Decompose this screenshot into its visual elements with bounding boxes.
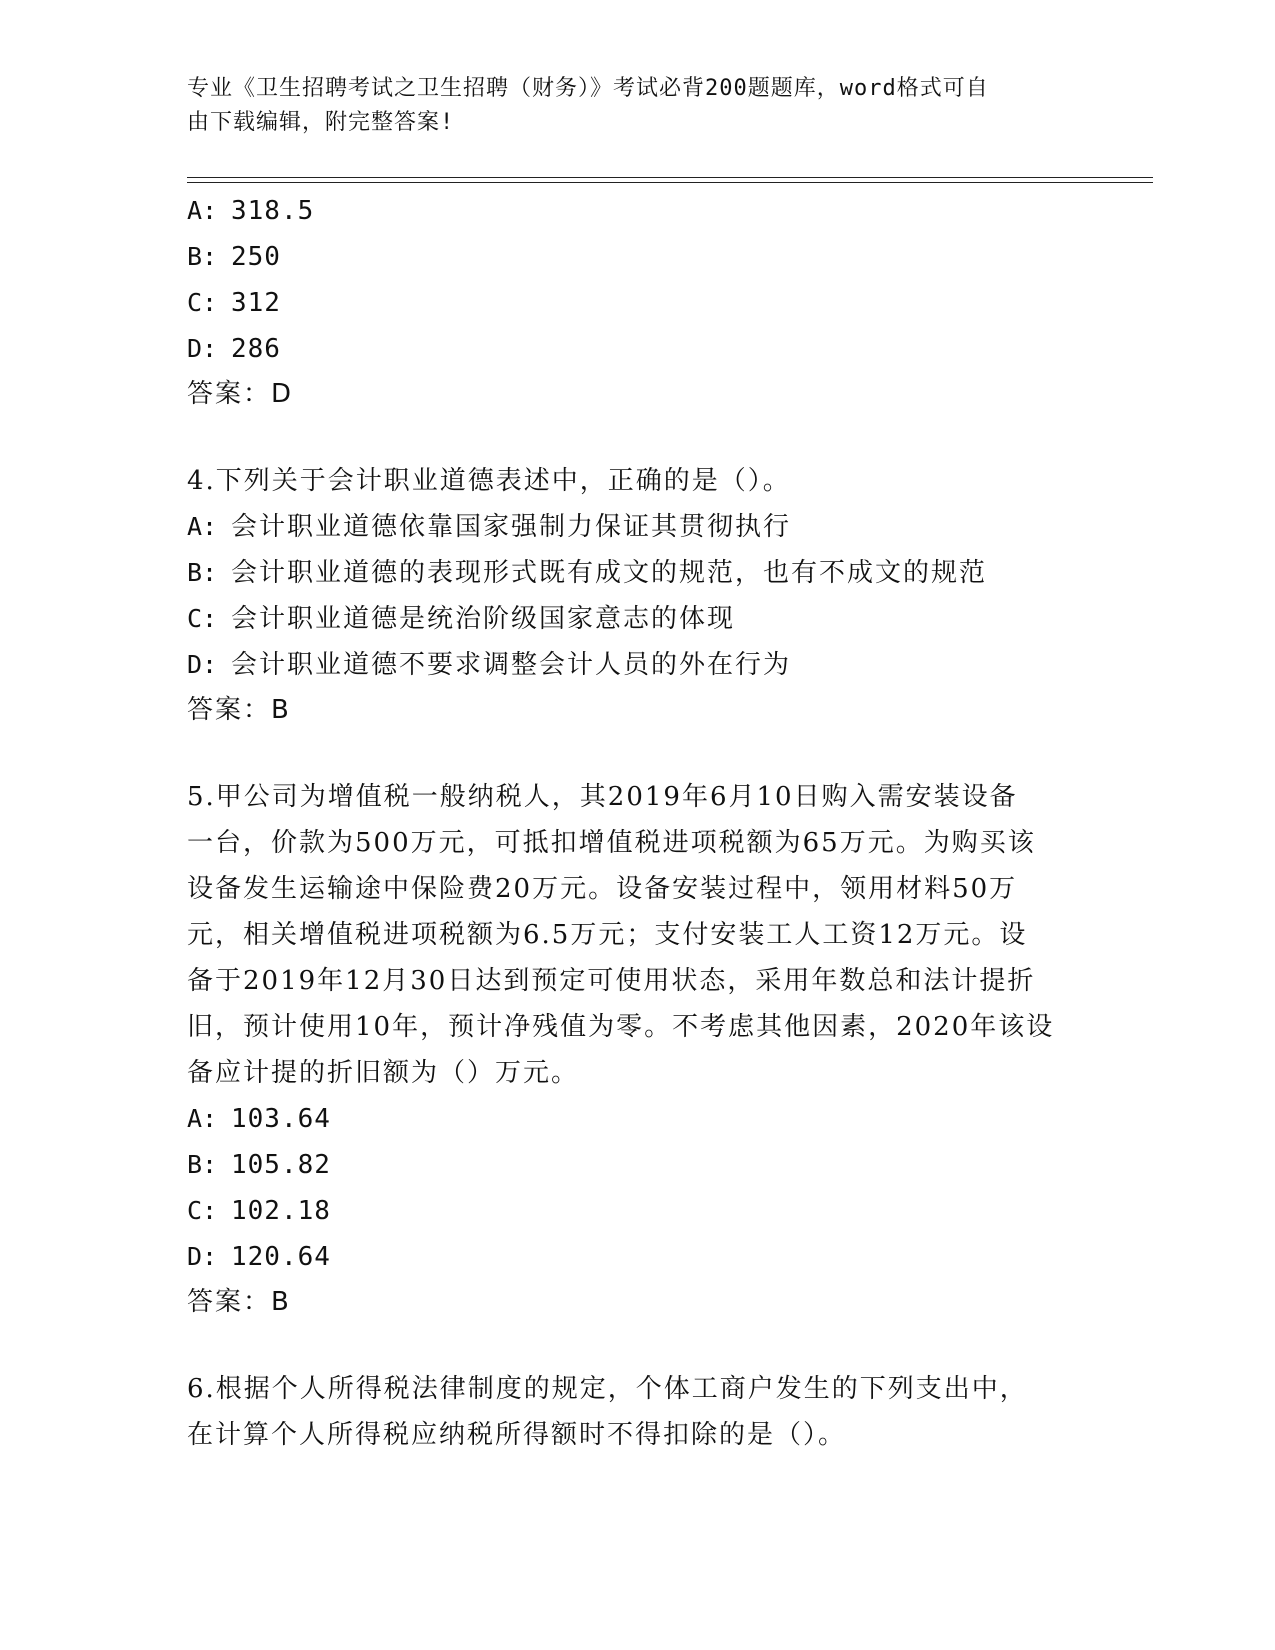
q5-stem-line: 备于2019年12月30日达到预定可使用状态，采用年数总和法计提折	[187, 966, 1036, 996]
q3-option-c	[187, 280, 1087, 326]
question-list	[187, 188, 1087, 1458]
option-text: 120.64	[231, 1242, 331, 1272]
header-rule-bottom	[187, 182, 1153, 183]
option-key: B:	[187, 1150, 218, 1179]
option-key: B:	[187, 558, 218, 587]
q5-option-d	[187, 1234, 1087, 1280]
option-text: 250	[231, 242, 281, 272]
q4-answer: 答案：B	[187, 695, 291, 725]
option-text: 312	[231, 288, 281, 318]
document-header	[187, 72, 1067, 140]
q5-option-c	[187, 1188, 1087, 1234]
q5-stem-line: 5.甲公司为增值税一般纳税人，其2019年6月10日购入需安装设备	[187, 782, 1018, 812]
q6-stem-line: 在计算个人所得税应纳税所得额时不得扣除的是（）。	[187, 1420, 847, 1450]
option-key: D:	[187, 334, 218, 363]
option-key: A:	[187, 1104, 218, 1133]
q4-option-b	[187, 550, 1087, 596]
q5-answer: 答案：B	[187, 1287, 291, 1317]
q3-answer: 答案：D	[187, 379, 294, 409]
header-line-1: 专业《卫生招聘考试之卫生招聘（财务）》考试必背200题题库，word格式可自	[187, 76, 989, 101]
option-key: A:	[187, 196, 218, 225]
question-5	[187, 774, 1087, 1324]
spacer	[187, 1324, 1087, 1366]
spacer	[187, 416, 1087, 458]
q4-option-a	[187, 504, 1087, 550]
question-6	[187, 1366, 1087, 1458]
option-text: 286	[231, 334, 281, 364]
option-text: 会计职业道德依靠国家强制力保证其贯彻执行	[231, 512, 792, 542]
q6-stem-line: 6.根据个人所得税法律制度的规定，个体工商户发生的下列支出中，	[187, 1374, 1028, 1404]
q5-option-b	[187, 1142, 1087, 1188]
option-key: D:	[187, 650, 218, 679]
header-rule-top	[187, 177, 1153, 178]
q4-option-d	[187, 642, 1087, 688]
q5-stem-line: 设备发生运输途中保险费20万元。设备安装过程中，领用材料50万	[187, 874, 1018, 904]
q5-stem-line: 一台，价款为500万元，可抵扣增值税进项税额为65万元。为购买该	[187, 828, 1036, 858]
option-text: 会计职业道德不要求调整会计人员的外在行为	[231, 650, 792, 680]
option-key: A:	[187, 512, 218, 541]
question-4	[187, 458, 1087, 732]
q3-option-a	[187, 188, 1087, 234]
q4-option-c	[187, 596, 1087, 642]
q5-option-a	[187, 1096, 1087, 1142]
q5-stem-line: 备应计提的折旧额为（）万元。	[187, 1058, 580, 1088]
q5-stem-line: 旧，预计使用10年，预计净残值为零。不考虑其他因素，2020年该设	[187, 1012, 1055, 1042]
question-3	[187, 188, 1087, 416]
option-key: C:	[187, 288, 218, 317]
q5-stem-line: 元，相关增值税进项税额为6.5万元；支付安装工人工资12万元。设	[187, 920, 1028, 950]
option-text: 会计职业道德的表现形式既有成文的规范，也有不成文的规范	[231, 558, 988, 588]
q3-option-d	[187, 326, 1087, 372]
header-line-2: 由下载编辑，附完整答案!	[187, 110, 455, 135]
option-text: 103.64	[231, 1104, 331, 1134]
option-text: 102.18	[231, 1196, 331, 1226]
option-key: C:	[187, 1196, 218, 1225]
option-key: C:	[187, 604, 218, 633]
option-key: B:	[187, 242, 218, 271]
option-text: 105.82	[231, 1150, 331, 1180]
option-text: 318.5	[231, 196, 315, 226]
q4-stem: 4.下列关于会计职业道德表述中，正确的是（）。	[187, 466, 791, 496]
spacer	[187, 732, 1087, 774]
option-text: 会计职业道德是统治阶级国家意志的体现	[231, 604, 736, 634]
q3-option-b	[187, 234, 1087, 280]
option-key: D:	[187, 1242, 218, 1271]
